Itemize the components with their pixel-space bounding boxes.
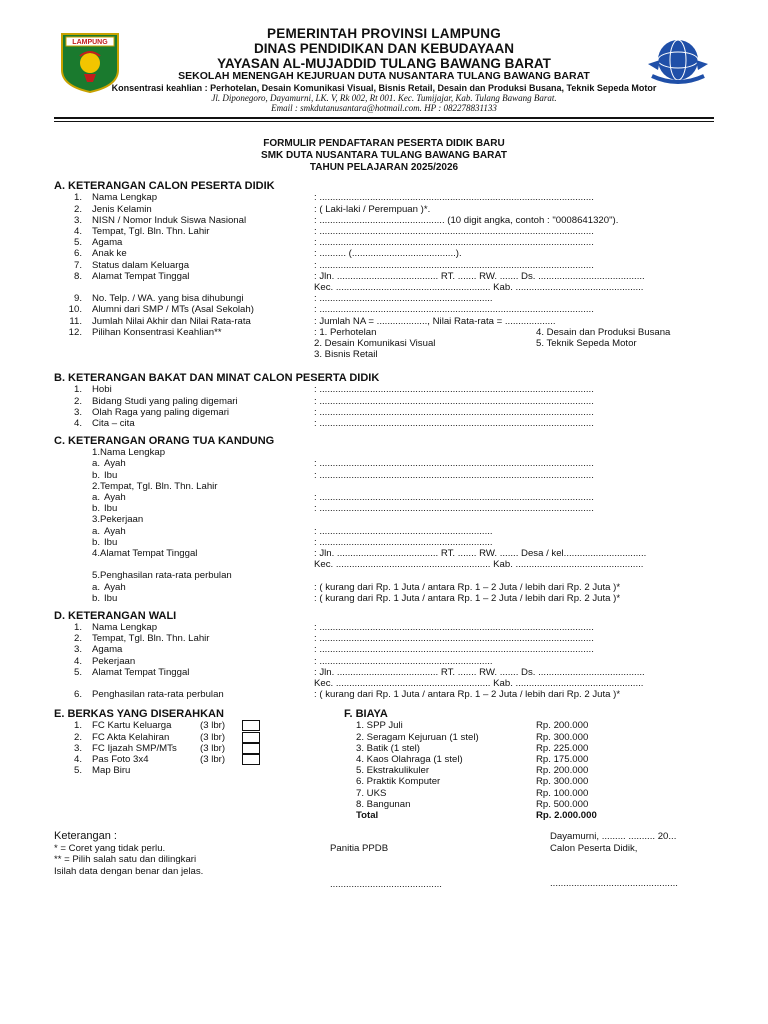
section-f	[344, 708, 714, 821]
field-label: Alamat Tempat Tinggal	[92, 666, 190, 678]
fee-amount: Rp. 300.000	[536, 731, 589, 743]
ibu-input[interactable]: : .......................................................................................................	[314, 503, 594, 515]
ayah-input[interactable]: : .......................................................................................................	[314, 458, 594, 470]
guardian-field-row	[54, 633, 714, 644]
field-label: Alamat Tempat Tinggal	[92, 270, 190, 282]
row-number: 5.	[73, 765, 82, 777]
parent-ayah-row	[54, 458, 714, 469]
spacer	[54, 470, 92, 481]
row-number: 11.	[69, 315, 82, 327]
field-input[interactable]: : .......................................................................................................	[314, 259, 594, 271]
row-number: 1.	[73, 720, 82, 732]
field-input[interactable]: : .......................................................................................................	[314, 644, 594, 656]
spacer	[92, 559, 314, 570]
section-b-heading: B. KETERANGAN BAKAT DAN MINAT CALON PESERTA DIDIK	[54, 372, 380, 385]
student-field-row	[54, 304, 714, 315]
field-input[interactable]: : ............................................... (10 digit angka, contoh : "0008641320").	[314, 214, 619, 226]
spacer	[54, 481, 92, 492]
document-label: Pas Foto 3x4	[92, 754, 149, 766]
fee-row	[344, 799, 714, 810]
field-label: Jenis Kelamin	[92, 203, 152, 215]
field-input[interactable]: : .......................................................................................................	[314, 622, 594, 634]
ayah-label: Ayah	[104, 581, 126, 593]
fee-label: 1. SPP Juli	[356, 720, 403, 732]
section-e-heading: E. BERKAS YANG DISERAHKAN	[54, 708, 224, 721]
interest-field-row	[54, 407, 714, 418]
spacer	[54, 593, 92, 604]
konsentrasi-option-2[interactable]: 2. Desain Komunikasi Visual	[314, 337, 436, 349]
field-input[interactable]: : 1. Perhotelan	[314, 326, 377, 338]
school-globe-logo-icon	[646, 30, 710, 94]
question-label: 3.Pekerjaan	[92, 514, 144, 526]
row-number: 4.	[73, 225, 82, 237]
row-number: 8.	[73, 270, 82, 282]
ibu-input[interactable]: : .................................................................	[314, 536, 493, 548]
row-number: 2.	[73, 395, 82, 407]
section-e-items	[54, 720, 344, 776]
province-lampung-logo-icon	[58, 30, 122, 94]
spacer	[54, 458, 92, 469]
document-qty: (3 lbr)	[200, 742, 226, 754]
student-field-row	[54, 204, 714, 215]
field-label	[92, 678, 314, 689]
field-label: Status dalam Keluarga	[92, 259, 190, 271]
section-e	[54, 708, 344, 821]
fee-amount: Rp. 100.000	[536, 787, 589, 799]
konsentrasi-option-3[interactable]: 3. Bisnis Retail	[314, 349, 378, 361]
sub-letter: a.	[92, 491, 101, 503]
field-input[interactable]: : Jln. ...................................... RT. ....... RW. ....... Ds. ........................................	[314, 270, 645, 282]
ayah-label: Ayah	[104, 491, 126, 503]
field-label: Agama	[92, 237, 123, 249]
field-label: Tempat, Tgl. Bln. Thn. Lahir	[92, 225, 210, 237]
parent-ibu-row	[54, 503, 714, 514]
student-field-row	[54, 215, 714, 226]
row-number: 5.	[73, 666, 82, 678]
guardian-field-row	[54, 667, 714, 678]
parent-address-row	[54, 548, 714, 559]
interest-field-row	[54, 396, 714, 407]
note-3: Isilah data dengan benar dan jelas.	[54, 865, 204, 877]
field-input[interactable]: : .................................................................	[314, 293, 493, 305]
panitia-signature	[330, 831, 550, 890]
field-input[interactable]: : .......................................................................................................	[314, 395, 594, 407]
section-f-items	[344, 720, 714, 810]
row-number: 6.	[73, 248, 82, 260]
parent-ayah-row	[54, 492, 714, 503]
student-field-row	[54, 327, 714, 338]
field-label: Bidang Studi yang paling digemari	[92, 395, 238, 407]
fee-label: 4. Kaos Olahraga (1 stel)	[356, 754, 463, 766]
calon-signature	[550, 831, 714, 890]
row-number: 3.	[73, 214, 82, 226]
letterhead-line1: PEMERINTAH PROVINSI LAMPUNG	[267, 26, 501, 41]
field-label: No. Telp. / WA. yang bisa dihubungi	[92, 293, 244, 305]
footer-notes	[54, 831, 330, 890]
student-field-row	[54, 282, 714, 293]
row-number: 2.	[73, 633, 82, 645]
spacer	[54, 537, 92, 548]
calon-signature-line[interactable]: ................................................	[550, 878, 678, 890]
student-field-row	[54, 248, 714, 259]
field-input[interactable]: : .......................................................................................................	[314, 417, 594, 429]
document-item	[54, 732, 344, 743]
field-input[interactable]: : Jln. ...................................... RT. ....... RW. ....... Ds. ........................................	[314, 666, 645, 678]
ibu-label: Ibu	[104, 503, 118, 515]
konsentrasi-row-3	[54, 349, 714, 360]
field-input[interactable]: : .......................................................................................................	[314, 192, 594, 204]
field-label: Cita – cita	[92, 417, 135, 429]
parent-ayah-row	[54, 582, 714, 593]
row-number: 2.	[73, 731, 82, 743]
field-label: Penghasilan rata-rata perbulan	[92, 689, 224, 701]
letterhead-rule	[54, 117, 714, 122]
fee-row	[344, 720, 714, 731]
field-label: Pilihan Konsentrasi Keahlian**	[92, 326, 222, 338]
row-number: 7.	[73, 259, 82, 271]
fee-amount: Rp. 200.000	[536, 720, 589, 732]
row-number: 4.	[73, 417, 82, 429]
document-item	[54, 765, 344, 776]
document-item	[54, 743, 344, 754]
guardian-field-row	[54, 644, 714, 655]
parent-ibu-row	[54, 470, 714, 481]
field-label: Nama Lengkap	[92, 192, 158, 204]
letterhead-line2: DINAS PENDIDIKAN DAN KEBUDAYAAN	[253, 41, 515, 57]
sub-letter: a.	[92, 525, 101, 537]
spacer	[344, 776, 356, 787]
row-number: 3.	[73, 406, 82, 418]
fee-label: 3. Batik (1 stel)	[356, 742, 420, 754]
letterhead-line7: Email : smkdutanusantara@hotmail.com. HP : 082278831133	[271, 103, 497, 114]
row-number: 1.	[73, 384, 82, 396]
field-input[interactable]: : .......................................................................................................	[314, 633, 594, 645]
section-f-heading: F. BIAYA	[344, 708, 388, 721]
parent-question	[54, 447, 714, 458]
field-label: Hobi	[92, 384, 112, 396]
address-input-2[interactable]: Kec. .......................................................... Kab. ................................................	[314, 559, 644, 571]
sections-e-f	[54, 708, 714, 821]
fee-amount: Rp. 300.000	[536, 776, 589, 788]
question-label: 4.Alamat Tempat Tinggal	[92, 548, 198, 559]
parent-ibu-row	[54, 593, 714, 604]
ayah-label: Ayah	[104, 458, 126, 470]
row-number: 5.	[73, 237, 82, 249]
sub-letter: b.	[92, 469, 101, 481]
field-input[interactable]: : .......... (.......................................).	[314, 248, 462, 260]
sub-letter: b.	[92, 503, 101, 515]
field-input[interactable]: Kec. .......................................................... Kab. ................................................	[314, 678, 644, 690]
row-number: 1.	[73, 192, 82, 204]
fee-label: 8. Bangunan	[356, 798, 411, 810]
section-a-rows	[54, 192, 714, 338]
letterhead-line6: Jl. Diponegoro, Dayamurni, LK. V, Rk 002, Rt 001. Kec. Tumijajar, Kab. Tulang Bawang Barat.	[211, 93, 557, 104]
fee-amount: Rp. 175.000	[536, 754, 589, 766]
biaya-total-row	[344, 810, 714, 821]
row-number	[54, 282, 92, 293]
field-label: Jumlah Nilai Akhir dan Nilai Rata-rata	[92, 315, 251, 327]
parent-ayah-row	[54, 526, 714, 537]
svg-text:LAMPUNG: LAMPUNG	[72, 39, 108, 46]
biaya-total-amount: Rp. 2.000.000	[536, 810, 597, 822]
field-input[interactable]: : .......................................................................................................	[314, 384, 594, 396]
spacer	[344, 743, 356, 754]
fee-label: 2. Seragam Kejuruan (1 stel)	[356, 731, 479, 743]
fee-amount: Rp. 500.000	[536, 798, 589, 810]
sub-letter: a.	[92, 458, 101, 470]
row-number: 10.	[68, 304, 82, 316]
guardian-field-row	[54, 622, 714, 633]
field-input[interactable]: : .................................................................	[314, 655, 493, 667]
spacer	[344, 754, 356, 765]
document-qty: (3 lbr)	[200, 754, 226, 766]
letterhead-line5: Konsentrasi keahlian : Perhotelan, Desain Komunikasi Visual, Bisnis Retail, Desain dan Produksi Busana, Teknik Sepeda Motor	[111, 83, 657, 94]
student-field-row	[54, 192, 714, 203]
fee-row	[344, 754, 714, 765]
section-b-rows	[54, 384, 714, 429]
form-title	[54, 138, 714, 174]
field-label	[92, 282, 314, 293]
field-label: Alumni dari SMP / MTs (Asal Sekolah)	[92, 304, 254, 316]
field-label: Pekerjaan	[92, 655, 136, 667]
form-title-line3: TAHUN PELAJARAN 2025/2026	[309, 162, 459, 174]
field-input[interactable]: : ( Laki-laki / Perempuan )*.	[314, 203, 431, 215]
sub-letter: a.	[92, 581, 101, 593]
signature-date[interactable]: Dayamurni, ......... .......... 20...	[550, 831, 677, 843]
question-label: 2.Tempat, Tgl. Bln. Thn. Lahir	[92, 480, 218, 492]
field-label: Tempat, Tgl. Bln. Thn. Lahir	[92, 633, 210, 645]
footer	[54, 831, 714, 890]
question-label: 5.Penghasilan rata-rata perbulan	[92, 570, 232, 582]
letterhead-line4: SEKOLAH MENENGAH KEJURUAN DUTA NUSANTARA TULANG BAWANG BARAT	[178, 70, 590, 83]
guardian-field-row	[54, 656, 714, 667]
ayah-input[interactable]: : .......................................................................................................	[314, 491, 594, 503]
spacer	[54, 559, 92, 570]
spacer	[54, 570, 92, 581]
section-d-rows	[54, 622, 714, 700]
student-field-row	[54, 260, 714, 271]
parent-ibu-row	[54, 537, 714, 548]
form-title-line2: SMK DUTA NUSANTARA TULANG BAWANG BARAT	[261, 150, 507, 162]
guardian-field-row	[54, 678, 714, 689]
fee-row	[344, 765, 714, 776]
document-label: FC Ijazah SMP/MTs	[92, 742, 177, 754]
interest-field-row	[54, 384, 714, 395]
parent-question	[54, 570, 714, 581]
section-c-rows	[54, 447, 714, 604]
document-label: Map Biru	[92, 765, 131, 777]
row-number: 3.	[73, 644, 82, 656]
fee-label: 7. UKS	[356, 787, 387, 799]
field-input[interactable]: Kec. .......................................................... Kab. ................................................	[314, 281, 644, 293]
row-number	[54, 678, 92, 689]
spacer	[54, 582, 92, 593]
row-number: 4.	[73, 754, 82, 766]
form-title-line1: FORMULIR PENDAFTARAN PESERTA DIDIK BARU	[263, 138, 505, 150]
field-input[interactable]: : .......................................................................................................	[314, 225, 594, 237]
document-label: FC Kartu Keluarga	[92, 720, 172, 732]
fee-row	[344, 743, 714, 754]
ibu-input[interactable]: : ( kurang dari Rp. 1 Juta / antara Rp. 1 – 2 Juta / lebih dari Rp. 2 Juta )*	[314, 592, 621, 604]
fee-label: 5. Ekstrakulikuler	[356, 765, 430, 777]
row-number: 2.	[73, 203, 82, 215]
ayah-input[interactable]: : ( kurang dari Rp. 1 Juta / antara Rp. 1 – 2 Juta / lebih dari Rp. 2 Juta )*	[314, 581, 621, 593]
row-number: 6.	[73, 689, 82, 701]
konsentrasi-option-5[interactable]: 5. Teknik Sepeda Motor	[536, 337, 637, 349]
field-input[interactable]: : Jumlah NA = ..................., Nilai Rata-rata = ...................	[314, 315, 556, 327]
ibu-input[interactable]: : .......................................................................................................	[314, 469, 594, 481]
calon-label: Calon Peserta Didik,	[550, 842, 638, 854]
ibu-label: Ibu	[104, 536, 118, 548]
document-item	[54, 720, 344, 731]
fee-amount: Rp. 225.000	[536, 742, 589, 754]
fee-label: 6. Praktik Komputer	[356, 776, 441, 788]
spacer	[344, 765, 356, 776]
sub-letter: b.	[92, 592, 101, 604]
konsentrasi-option-4[interactable]: 4. Desain dan Produksi Busana	[536, 326, 671, 338]
fee-row	[344, 776, 714, 787]
address-input[interactable]: : Jln. ...................................... RT. ....... RW. ....... Desa / kel...............................	[314, 548, 647, 559]
field-input[interactable]: : .......................................................................................................	[314, 237, 594, 249]
spacer	[54, 514, 92, 525]
biaya-total-label: Total	[356, 810, 379, 822]
row-number: 3.	[73, 742, 82, 754]
field-label: Nama Lengkap	[92, 622, 158, 634]
fee-row	[344, 732, 714, 743]
field-label: Agama	[92, 644, 123, 656]
document-checkbox[interactable]	[242, 720, 260, 731]
field-label: Olah Raga yang paling digemari	[92, 406, 230, 418]
document-qty: (3 lbr)	[200, 720, 226, 732]
note-1: * = Coret yang tidak perlu.	[54, 842, 166, 854]
student-field-row	[54, 293, 714, 304]
parent-address-row-2	[54, 559, 714, 570]
row-number: 9.	[73, 293, 82, 305]
row-number: 1.	[73, 622, 82, 634]
note-2: ** = Pilih salah satu dan dilingkari	[54, 854, 197, 866]
konsentrasi-row-2	[54, 338, 714, 349]
section-d-heading: D. KETERANGAN WALI	[54, 610, 177, 623]
spacer	[344, 732, 356, 743]
letterhead-line3: YAYASAN AL-MUJADDID TULANG BAWANG BARAT	[217, 56, 551, 72]
sub-letter: b.	[92, 536, 101, 548]
document-checkbox[interactable]	[242, 732, 260, 743]
student-field-row	[54, 226, 714, 237]
section-c-heading: C. KETERANGAN ORANG TUA KANDUNG	[54, 435, 275, 448]
interest-field-row	[54, 418, 714, 429]
keterangan-heading: Keterangan :	[54, 830, 117, 843]
ayah-input[interactable]: : .................................................................	[314, 525, 493, 537]
student-field-row	[54, 237, 714, 248]
guardian-field-row	[54, 689, 714, 700]
document-qty	[200, 765, 236, 776]
document-checkbox[interactable]	[242, 743, 260, 754]
field-input[interactable]: : .......................................................................................................	[314, 304, 594, 316]
field-label: NISN / Nomor Induk Siswa Nasional	[92, 214, 247, 226]
student-field-row	[54, 316, 714, 327]
field-input[interactable]: : .......................................................................................................	[314, 406, 594, 418]
spacer	[54, 492, 92, 503]
spacer	[54, 447, 92, 458]
spacer	[54, 548, 92, 559]
row-number: 12.	[68, 326, 82, 338]
panitia-label: Panitia PPDB	[330, 843, 389, 855]
field-label: Anak ke	[92, 248, 127, 260]
letterhead	[54, 26, 714, 113]
document-qty: (3 lbr)	[200, 731, 226, 743]
field-input[interactable]: : ( kurang dari Rp. 1 Juta / antara Rp. 1 – 2 Juta / lebih dari Rp. 2 Juta )*	[314, 689, 621, 701]
student-field-row	[54, 271, 714, 282]
ibu-label: Ibu	[104, 592, 118, 604]
section-a-heading: A. KETERANGAN CALON PESERTA DIDIK	[54, 180, 275, 193]
spacer	[344, 799, 356, 810]
fee-row	[344, 788, 714, 799]
document-label: FC Akta Kelahiran	[92, 731, 170, 743]
document-item	[54, 754, 344, 765]
parent-question	[54, 481, 714, 492]
ayah-label: Ayah	[104, 525, 126, 537]
panitia-signature-line[interactable]: ..........................................	[330, 878, 442, 890]
spacer	[344, 720, 356, 731]
spacer	[344, 788, 356, 799]
fee-amount: Rp. 200.000	[536, 765, 589, 777]
document-checkbox[interactable]	[242, 754, 260, 765]
row-number: 4.	[73, 655, 82, 667]
spacer	[54, 503, 92, 514]
spacer	[54, 526, 92, 537]
ibu-label: Ibu	[104, 469, 118, 481]
parent-question	[54, 514, 714, 525]
question-label: 1.Nama Lengkap	[92, 447, 166, 459]
